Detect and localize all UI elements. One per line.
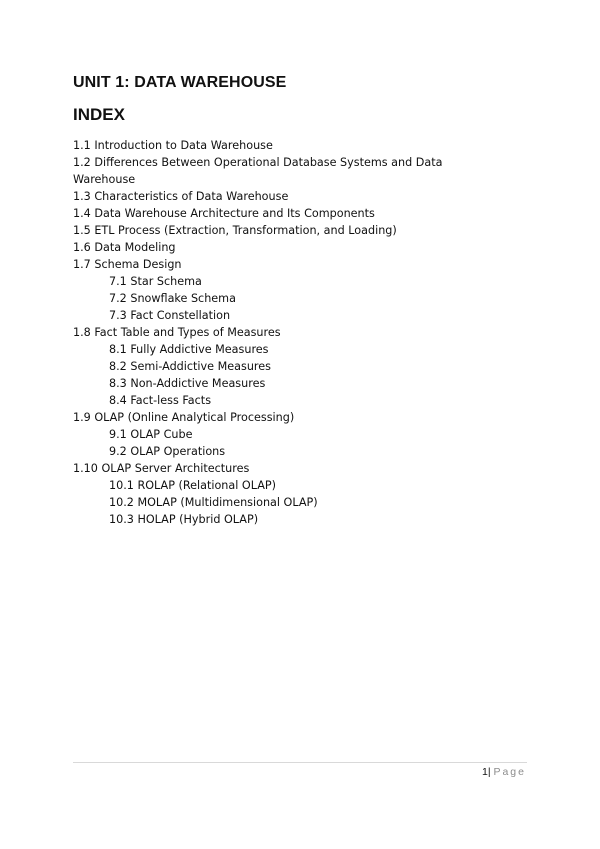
toc-subentry: 10.2 MOLAP (Multidimensional OLAP)	[109, 496, 318, 509]
page-footer	[482, 766, 526, 778]
toc-subentry: 8.4 Fact-less Facts	[109, 394, 212, 407]
toc-entry: 1.4 Data Warehouse Architecture and Its Components	[73, 207, 375, 220]
toc-subentry: 8.3 Non-Addictive Measures	[109, 377, 266, 390]
index-title: INDEX	[73, 105, 125, 124]
toc-subentry: 10.1 ROLAP (Relational OLAP)	[109, 479, 276, 492]
table-of-contents	[73, 137, 493, 528]
toc-subentry: 7.2 Snowflake Schema	[109, 292, 236, 305]
toc-entry: 1.3 Characteristics of Data Warehouse	[73, 190, 289, 203]
toc-subentry: 10.3 HOLAP (Hybrid OLAP)	[109, 513, 259, 526]
footer-divider	[73, 762, 527, 763]
page-number: 1	[481, 766, 488, 778]
toc-entry: 1.9 OLAP (Online Analytical Processing)	[73, 411, 295, 424]
toc-entry: 1.10 OLAP Server Architectures	[73, 462, 250, 475]
toc-subentry: 8.2 Semi-Addictive Measures	[109, 360, 271, 373]
toc-entry: 1.5 ETL Process (Extraction, Transformation, and Loading)	[73, 224, 397, 237]
toc-entry: 1.7 Schema Design	[73, 258, 182, 271]
unit-title: UNIT 1: DATA WAREHOUSE	[73, 74, 287, 91]
toc-subentry: 9.2 OLAP Operations	[109, 445, 226, 458]
page-separator: |	[487, 766, 491, 778]
toc-subentry: 8.1 Fully Addictive Measures	[109, 343, 269, 356]
toc-entry: 1.8 Fact Table and Types of Measures	[73, 326, 281, 339]
toc-subentry: 9.1 OLAP Cube	[109, 428, 193, 441]
toc-entry: 1.1 Introduction to Data Warehouse	[73, 139, 273, 152]
toc-subentry: 7.1 Star Schema	[109, 275, 202, 288]
toc-entry: 1.6 Data Modeling	[73, 241, 176, 254]
page-label: Page	[493, 766, 526, 778]
toc-subentry: 7.3 Fact Constellation	[109, 309, 231, 322]
toc-entry: 1.2 Differences Between Operational Database Systems and Data Warehouse	[73, 156, 443, 186]
